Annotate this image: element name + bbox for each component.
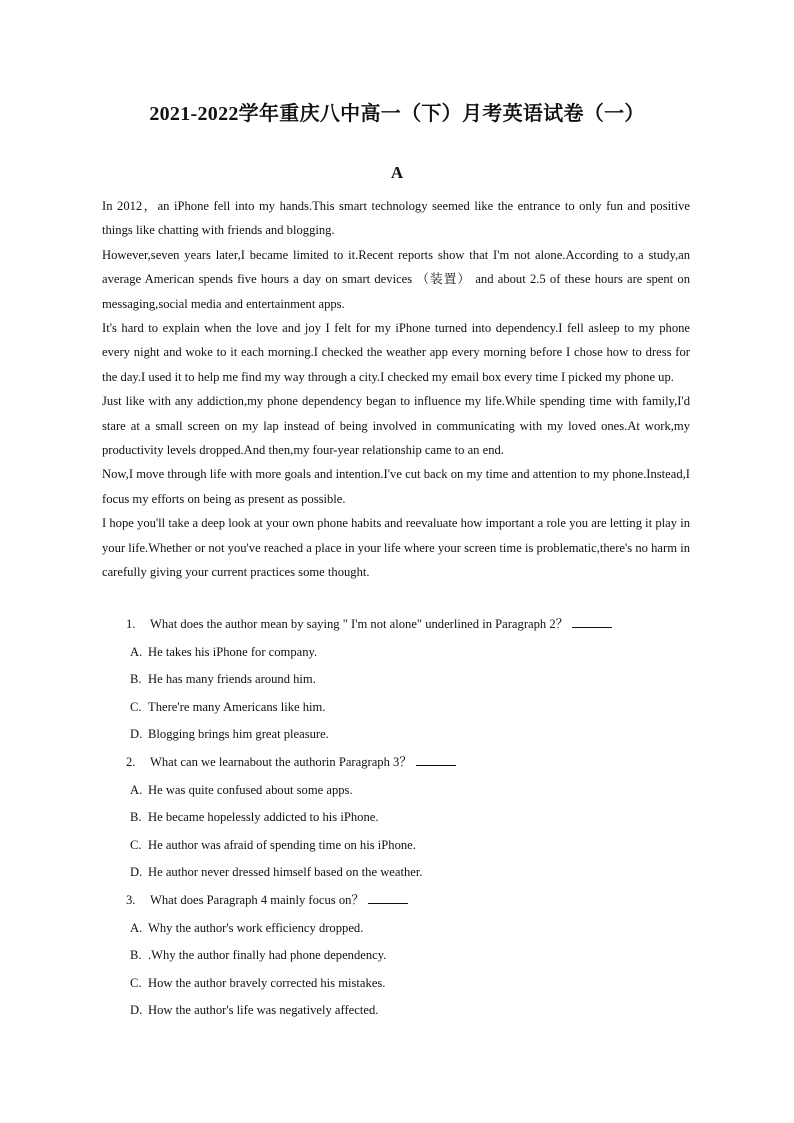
answer-option [102,804,690,832]
option-letter: A. [130,644,143,659]
question-stem [102,887,690,915]
question-number: 2. [126,754,136,769]
passage-paragraph: Now,I move through life with more goals and intention.I've cut back on my time and attention to my phone.Instead,I focus my efforts on being as present as possible. [102,467,690,506]
answer-option [102,942,690,970]
option-letter: B. [130,948,142,963]
question-text: What does Paragraph 4 mainly focus on？ [150,892,365,907]
option-letter: A. [130,782,143,797]
answer-option [102,997,690,1025]
answer-option [102,777,690,805]
option-letter: D. [130,1003,143,1018]
option-letter: C. [130,837,142,852]
option-text: He author was afraid of spending time on his iPhone. [148,837,416,852]
question-list [102,611,690,1025]
answer-blank [416,752,456,766]
answer-option [102,970,690,998]
answer-option [102,859,690,887]
question-stem [102,611,690,639]
option-letter: A. [130,920,143,935]
option-letter: D. [130,865,143,880]
option-text: He takes his iPhone for company. [148,644,318,659]
option-letter: C. [130,699,142,714]
answer-option [102,666,690,694]
option-text: He author never dressed himself based on the weather. [148,865,423,880]
question-number: 3. [126,892,136,907]
answer-option [102,721,690,749]
passage-paragraph: In 2012，an iPhone fell into my hands.This smart technology seemed like the entrance to only fun and positive things like chatting with friends and blogging. [102,199,690,238]
passage-paragraph: However,seven years later,I became limited to it.Recent reports show that I'm not alone.According to a study,an average American spends five hours a day on smart devices （装置） and about 2.5 of these hours are spent on messaging,social media and entertainment apps. [102,247,690,311]
page-title: 2021-2022学年重庆八中高一（下）月考英语试卷（一） [149,103,645,125]
option-letter: D. [130,727,143,742]
option-text: He has many friends around him. [148,672,316,687]
option-text: How the author's life was negatively affected. [148,1003,379,1018]
option-text: Blogging brings him great pleasure. [148,727,329,742]
answer-blank [572,614,612,628]
answer-option [102,915,690,943]
answer-option [102,832,690,860]
passage-paragraph: Just like with any addiction,my phone dependency began to influence my life.While spending time with family,I'd stare at a small screen on my lap instead of being involved in communicating with my loved ones.At work,my productivity levels dropped.And then,my four-year relationship came to an end. [102,394,690,458]
option-text: How the author bravely corrected his mistakes. [148,975,386,990]
answer-blank [368,890,408,904]
question-text: What does the author mean by saying " I'm not alone" underlined in Paragraph 2？ [150,617,569,631]
passage-paragraph: I hope you'll take a deep look at your own phone habits and reevaluate how important a role you are letting it play in your life.Whether or not you've reached a place in your life where your screen time is problematic,there's no harm in carefully giving your current practices some thought. [102,516,690,580]
question-stem [102,749,690,777]
answer-option [102,694,690,722]
question-number: 1. [126,617,136,631]
passage-paragraph: It's hard to explain when the love and joy I felt for my iPhone turned into dependency.I fell asleep to my phone every night and woke to it each morning.I checked the weather app every morning before I chose how to dress for the day.I used it to help me find my way through a city.I checked my email box every time I picked my phone up. [102,321,690,384]
option-letter: C. [130,975,142,990]
section-heading: A [390,163,404,182]
question-text: What can we learnabout the authorin Paragraph 3？ [150,754,412,769]
reading-passage [102,194,690,585]
option-text: He became hopelessly addicted to his iPhone. [148,810,379,825]
option-letter: B. [130,810,142,825]
option-text: He was quite confused about some apps. [148,782,353,797]
option-text: Why the author's work efficiency dropped. [148,920,364,935]
answer-option [102,639,690,667]
option-text: There're many Americans like him. [148,699,326,714]
option-letter: B. [130,672,142,687]
option-text: .Why the author finally had phone dependency. [148,948,387,963]
